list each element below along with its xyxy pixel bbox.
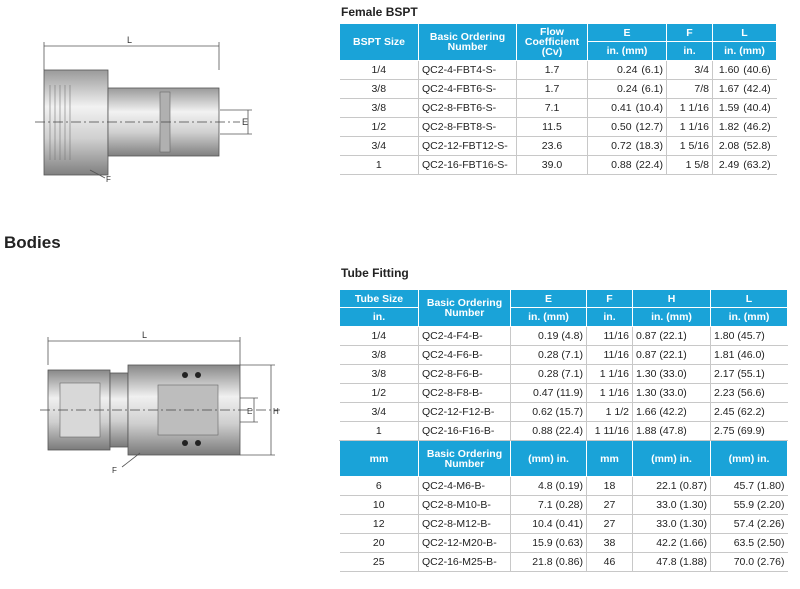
table-cell: QC2-16-M25-B- bbox=[419, 553, 511, 572]
table-cell: 23.6 bbox=[517, 137, 588, 156]
table-cell bbox=[588, 80, 667, 99]
value-mm: (12.7) bbox=[635, 121, 663, 133]
col-bspt-size: BSPT Size bbox=[340, 24, 419, 61]
table-cell: 10.4 (0.41) bbox=[511, 515, 587, 534]
value-in: 0.24 bbox=[616, 83, 638, 95]
value-mm: (40.6) bbox=[743, 64, 771, 76]
table-cell: 1 1/16 bbox=[667, 118, 713, 137]
table-cell: 2.45 (62.2) bbox=[711, 403, 788, 422]
table-row bbox=[340, 327, 788, 346]
table-cell: 0.88 (22.4) bbox=[511, 422, 587, 441]
table-cell bbox=[713, 61, 777, 80]
tube-fitting-title: Tube Fitting bbox=[341, 266, 409, 280]
value-in: 1.60 bbox=[718, 64, 740, 76]
table-row bbox=[340, 553, 788, 572]
col-e: E bbox=[588, 24, 667, 42]
col-f: F bbox=[667, 24, 713, 42]
table-cell: 1.66 (42.2) bbox=[633, 403, 711, 422]
table-cell: 3/4 bbox=[340, 403, 419, 422]
table-cell: 1.81 (46.0) bbox=[711, 346, 788, 365]
value-in: 1.82 bbox=[718, 121, 740, 133]
table-cell: QC2-12-F12-B- bbox=[419, 403, 511, 422]
table-cell bbox=[588, 137, 667, 156]
table-cell: 1 5/16 bbox=[667, 137, 713, 156]
table-cell: 47.8 (1.88) bbox=[633, 553, 711, 572]
col-tube-e: E bbox=[511, 290, 587, 308]
table-cell bbox=[713, 99, 777, 118]
table-cell: 6 bbox=[340, 477, 419, 496]
table-row bbox=[340, 80, 777, 99]
table-cell: 0.19 (4.8) bbox=[511, 327, 587, 346]
col-tube-ordering-number: Basic Ordering Number bbox=[419, 290, 511, 327]
col-tube-l-unit: in. (mm) bbox=[711, 308, 788, 327]
table-cell: 1 1/16 bbox=[587, 365, 633, 384]
table-cell: 18 bbox=[587, 477, 633, 496]
table-cell: 1 1/16 bbox=[667, 99, 713, 118]
female-bspt-table bbox=[339, 23, 777, 175]
table-cell: 1 bbox=[340, 422, 419, 441]
table-cell: 63.5 (2.50) bbox=[711, 534, 788, 553]
table-cell: 1.30 (33.0) bbox=[633, 384, 711, 403]
table-cell: 1.88 (47.8) bbox=[633, 422, 711, 441]
table-cell: QC2-8-M12-B- bbox=[419, 515, 511, 534]
table-row bbox=[340, 477, 788, 496]
col-e-unit: in. (mm) bbox=[588, 42, 667, 61]
col-l-unit: in. (mm) bbox=[713, 42, 777, 61]
table-cell: 0.28 (7.1) bbox=[511, 346, 587, 365]
table-cell: QC2-8-F6-B- bbox=[419, 365, 511, 384]
female-bspt-diagram bbox=[30, 30, 270, 190]
table-row bbox=[340, 422, 788, 441]
table-cell: 0.87 (22.1) bbox=[633, 327, 711, 346]
table-cell: 2.17 (55.1) bbox=[711, 365, 788, 384]
value-mm: (52.8) bbox=[743, 140, 771, 152]
table-row bbox=[340, 156, 777, 175]
table-cell bbox=[588, 156, 667, 175]
table-cell: 7.1 (0.28) bbox=[511, 496, 587, 515]
col-tube-e-unit: in. (mm) bbox=[511, 308, 587, 327]
table-cell: 25 bbox=[340, 553, 419, 572]
table-row bbox=[340, 118, 777, 137]
value-mm: (6.1) bbox=[641, 83, 663, 95]
table-row bbox=[340, 496, 788, 515]
col-tube-size-unit: in. bbox=[340, 308, 419, 327]
col-mm-e: (mm) in. bbox=[511, 441, 587, 477]
table-cell: 57.4 (2.26) bbox=[711, 515, 788, 534]
dim-f2-label: F bbox=[112, 466, 117, 475]
table-row bbox=[340, 99, 777, 118]
table-cell: 11/16 bbox=[587, 346, 633, 365]
value-in: 0.88 bbox=[611, 159, 632, 171]
table-cell bbox=[588, 118, 667, 137]
table-cell: 7.1 bbox=[517, 99, 588, 118]
table-cell: 55.9 (2.20) bbox=[711, 496, 788, 515]
value-in: 1.67 bbox=[718, 83, 740, 95]
table-cell: 0.87 (22.1) bbox=[633, 346, 711, 365]
value-mm: (18.3) bbox=[635, 140, 663, 152]
table-cell: 27 bbox=[587, 496, 633, 515]
col-tube-h: H bbox=[633, 290, 711, 308]
value-in: 0.72 bbox=[611, 140, 632, 152]
table-cell: QC2-8-M10-B- bbox=[419, 496, 511, 515]
table-cell: 20 bbox=[340, 534, 419, 553]
value-mm: (6.1) bbox=[641, 64, 663, 76]
section-title: Bodies bbox=[4, 233, 61, 252]
col-tube-h-unit: in. (mm) bbox=[633, 308, 711, 327]
dim-e2-label: E bbox=[247, 407, 253, 416]
table-cell: 42.2 (1.66) bbox=[633, 534, 711, 553]
table-cell: 33.0 (1.30) bbox=[633, 515, 711, 534]
table-cell: 1 1/16 bbox=[587, 384, 633, 403]
table-cell: 0.47 (11.9) bbox=[511, 384, 587, 403]
table-row bbox=[340, 534, 788, 553]
col-mm-f: mm bbox=[587, 441, 633, 477]
table-cell: 11/16 bbox=[587, 327, 633, 346]
dim-l-label: L bbox=[127, 35, 133, 45]
table-cell: 1/2 bbox=[340, 118, 419, 137]
col-mm-size: mm bbox=[340, 441, 419, 477]
value-mm: (46.2) bbox=[743, 121, 771, 133]
col-l: L bbox=[713, 24, 777, 42]
value-mm: (40.4) bbox=[743, 102, 771, 114]
col-mm-h: (mm) in. bbox=[633, 441, 711, 477]
table-cell: 3/4 bbox=[340, 137, 419, 156]
value-in: 2.08 bbox=[718, 140, 740, 152]
table-cell: 1.30 (33.0) bbox=[633, 365, 711, 384]
col-tube-size: Tube Size bbox=[340, 290, 419, 308]
col-flow-coefficient: Flow Coefficient (Cv) bbox=[517, 24, 588, 61]
table-row bbox=[340, 61, 777, 80]
table-cell: 0.62 (15.7) bbox=[511, 403, 587, 422]
table-row bbox=[340, 515, 788, 534]
value-in: 2.49 bbox=[718, 159, 740, 171]
table-cell: 1 bbox=[340, 156, 419, 175]
table-cell bbox=[588, 61, 667, 80]
table-cell bbox=[713, 137, 777, 156]
table-cell: 2.23 (56.6) bbox=[711, 384, 788, 403]
tube-fitting-table bbox=[339, 289, 788, 572]
table-cell: 33.0 (1.30) bbox=[633, 496, 711, 515]
dim-f-label: F bbox=[106, 175, 111, 184]
table-row bbox=[340, 403, 788, 422]
table-cell: 1/4 bbox=[340, 327, 419, 346]
table-row bbox=[340, 365, 788, 384]
table-cell bbox=[713, 156, 777, 175]
table-cell: 15.9 (0.63) bbox=[511, 534, 587, 553]
table-cell: 3/8 bbox=[340, 80, 419, 99]
table-cell: 3/8 bbox=[340, 346, 419, 365]
table-cell: 10 bbox=[340, 496, 419, 515]
table-row bbox=[340, 346, 788, 365]
col-ordering-number: Basic Ordering Number bbox=[419, 24, 517, 61]
col-tube-f: F bbox=[587, 290, 633, 308]
table-cell: QC2-16-F16-B- bbox=[419, 422, 511, 441]
table-cell: 22.1 (0.87) bbox=[633, 477, 711, 496]
table-cell: 0.28 (7.1) bbox=[511, 365, 587, 384]
table-cell: 12 bbox=[340, 515, 419, 534]
table-cell: QC2-12-FBT12-S- bbox=[419, 137, 517, 156]
table-row bbox=[340, 137, 777, 156]
value-in: 0.24 bbox=[616, 64, 638, 76]
tube-fitting-diagram bbox=[40, 325, 290, 485]
table-cell: QC2-4-F4-B- bbox=[419, 327, 511, 346]
table-cell bbox=[713, 80, 777, 99]
table-cell: QC2-8-FBT8-S- bbox=[419, 118, 517, 137]
table-cell: 3/8 bbox=[340, 99, 419, 118]
col-f-unit: in. bbox=[667, 42, 713, 61]
table-cell: 7/8 bbox=[667, 80, 713, 99]
col-mm-l: (mm) in. bbox=[711, 441, 788, 477]
table-cell: 46 bbox=[587, 553, 633, 572]
table-cell bbox=[588, 99, 667, 118]
col-mm-ordering-number: Basic Ordering Number bbox=[419, 441, 511, 477]
table-cell: 1 11/16 bbox=[587, 422, 633, 441]
table-cell: QC2-12-M20-B- bbox=[419, 534, 511, 553]
table-row bbox=[340, 384, 788, 403]
table-cell: 45.7 (1.80) bbox=[711, 477, 788, 496]
table-cell: 39.0 bbox=[517, 156, 588, 175]
table-cell: QC2-4-FBT6-S- bbox=[419, 80, 517, 99]
table-cell: 3/4 bbox=[667, 61, 713, 80]
table-cell: 70.0 (2.76) bbox=[711, 553, 788, 572]
table-cell: 1 5/8 bbox=[667, 156, 713, 175]
table-cell: QC2-16-FBT16-S- bbox=[419, 156, 517, 175]
table-cell: 38 bbox=[587, 534, 633, 553]
table-cell: QC2-8-F8-B- bbox=[419, 384, 511, 403]
value-in: 0.50 bbox=[611, 121, 632, 133]
value-mm: (10.4) bbox=[635, 102, 663, 114]
col-tube-f-unit: in. bbox=[587, 308, 633, 327]
table-cell: 27 bbox=[587, 515, 633, 534]
table-cell: QC2-4-F6-B- bbox=[419, 346, 511, 365]
table-cell bbox=[713, 118, 777, 137]
dim-e-label: E bbox=[242, 117, 249, 127]
table-cell: 1 1/2 bbox=[587, 403, 633, 422]
value-in: 1.59 bbox=[718, 102, 740, 114]
table-cell: 1/4 bbox=[340, 61, 419, 80]
table-cell: 1.7 bbox=[517, 61, 588, 80]
dim-h-label: H bbox=[273, 407, 279, 416]
table-cell: QC2-8-FBT6-S- bbox=[419, 99, 517, 118]
table-cell: 4.8 (0.19) bbox=[511, 477, 587, 496]
table-cell: 1.7 bbox=[517, 80, 588, 99]
table-cell: 21.8 (0.86) bbox=[511, 553, 587, 572]
col-tube-l: L bbox=[711, 290, 788, 308]
table-cell: 1/2 bbox=[340, 384, 419, 403]
table-cell: QC2-4-FBT4-S- bbox=[419, 61, 517, 80]
value-mm: (42.4) bbox=[743, 83, 771, 95]
dim-l2-label: L bbox=[142, 330, 148, 340]
table-cell: 2.75 (69.9) bbox=[711, 422, 788, 441]
table-cell: QC2-4-M6-B- bbox=[419, 477, 511, 496]
table-cell: 3/8 bbox=[340, 365, 419, 384]
value-mm: (63.2) bbox=[743, 159, 771, 171]
value-in: 0.41 bbox=[611, 102, 632, 114]
table-cell: 1.80 (45.7) bbox=[711, 327, 788, 346]
table-cell: 11.5 bbox=[517, 118, 588, 137]
female-bspt-title: Female BSPT bbox=[341, 5, 418, 19]
value-mm: (22.4) bbox=[635, 159, 663, 171]
